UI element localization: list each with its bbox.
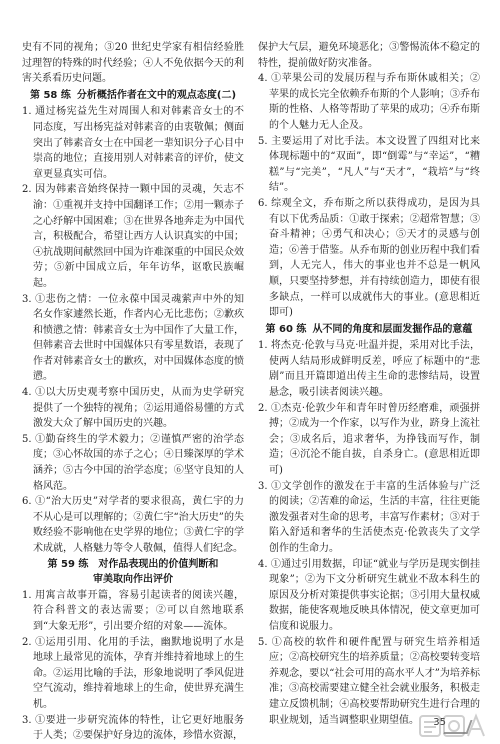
section-title: 从不同的角度和层面发掘作品的意蕴: [312, 323, 473, 335]
answer-item: 6. ①“治大历史”对学者的要求很高，黄仁宇的力不从心是可以理解的；②黄仁宇“治大历史”的失败经验不影响他在史学界的地位；③黄仁宇的学术成就，人格魅力等令人敬佩，值得人们纪念。: [22, 496, 244, 554]
left-column: [22, 40, 244, 744]
answer-item: 4. ①苹果公司的发展历程与乔布斯休戚相关；②苹果的成长完全依赖乔布斯的个人影响；③乔布斯的性格、人格等帮助了苹果的成功；④乔布斯的个人魅力无人企及。: [258, 73, 480, 131]
answer-continuation: 史有不同的视角；③20 世纪史学家有相信经验胜过理智的特殊的时代经验；④人不免依据今天的利害关系看历史问题。: [22, 42, 244, 85]
answer-item: 5. 主要运用了对比手法。本文设置了四组对比来体现标题中的“双面”，即“倒霉”与“幸运”，“糟糕”与“完美”，“凡人”与“天才”，“栽培”与“终结”。: [258, 135, 480, 194]
right-column: [258, 40, 480, 728]
answer-item: 3. ①要进一步研究流体的特性，让它更好地服务于人类；②要保护好身边的流体，珍惜水资源，: [22, 714, 244, 742]
answer-item: 4. ①以大历史观考察中国历史，从而为史学研究提供了一个独特的视角；②运用通俗易懂的方式激发大众了解中国历史的兴趣。: [22, 387, 244, 430]
answer-item: 1. 将杰克·伦敦与马克·吐温并提，采用对比手法，使两人结局形成鲜明反差，呼应了标题中的“悲剧”而且开篇即道出传主生命的悲惨结局，设置悬念，吸引读者阅读兴趣。: [258, 340, 480, 399]
section-heading: [258, 322, 480, 338]
section-number: 第 58 练: [29, 89, 71, 101]
section-number: 第 60 练: [265, 323, 307, 335]
answer-item: 3. ①文学创作的激发在于丰富的生活体验与广泛的阅读；②苦难的命运，生活的丰富，往往更能激发强者对生命的思考，丰富写作素材；③对于陷入舒适和奢华的生活使杰克·伦敦丧失了文学创作的生命力。: [258, 480, 480, 554]
answer-item: 6. 综观全文，乔布斯之所以获得成功，是因为具有以下优秀品质：①敢于探索；②超常智慧；③奋斗精神；④勇气和决心；⑤天才的灵感与创造；⑥善于借鉴。从乔布斯的创业历程中我们看到，人无完人，伟大的事业也并不总是一帆风顺，只要坚持梦想，并有持续创造力，即使有很多缺点，一样可以成就伟大的事业。(意思相近即可): [258, 197, 480, 319]
answer-item: 1. 用寓言故事开篇，容易引起读者的阅读兴趣，符合科普文的表达需要；②可以自然地联系到“大象无形”，引出要介绍的对象——流体。: [22, 589, 244, 632]
section-heading: 第 59 练 对作品表现出的价值判断和: [47, 558, 219, 570]
section-heading: [22, 88, 244, 104]
answer-item: 4. ①通过引用数据，印证“就业与学历是现实倒挂现象”；②为下文分析研究生就业不敌本科生的原因及分析对策提供事实论据；③引用大量权威数据，能使客观地反映具体情况，使文章更加可信度和说服力。: [258, 558, 480, 632]
answer-item: 5. ①高校的软件和硬件配置与研究生培养相适应；②高校研究生的培养质量；②高校要转变培养观念，要以“社会可用的高水平人才”为培养标准；③高校需要建立健全社会就业服务，积极走建立反馈机制；④高校要帮助研究生进行合理的职业规划，适当调整职业期望值。: [258, 636, 480, 726]
answer-item: 2. 因为韩素音始终保持一颗中国的灵魂，矢志不渝：①重视并支持中国翻译工作；②用一颗赤子之心纾解中国困难；③在世界各地奔走为中国代言，积极配合，希望让西方人认识真实的中国；④抗战期间献然回中国为许难深重的中国民众效劳；⑤新中国成立后，年年访华，讴歌民族崛起。: [22, 184, 244, 289]
answer-item: 2. ①杰克·伦敦少年和青年时曾历经磨难，顽强拼搏；②成为一个作家，以写作为业，跻身上流社会；③成名后，追求奢华，为挣钱而写作，制造；④沉沦不能自拔，自杀身亡。(意思相近即可): [258, 402, 480, 477]
answer-item: 1. 通过杨宪益先生对周围人和对韩素音女士的不同态度，写出杨宪益对韩素音的由衷敬佩；侧面突出了韩素音女士在中国老一辈知识分子心目中崇高的地位；直接用别人对韩素音的评价，使文章更显真实可信。: [22, 106, 244, 180]
answer-continuation: 保护大气层，避免环境恶化；③警惕流体不稳定的特性，提前做好防灾准备。: [258, 42, 480, 69]
section-title: 分析概括作者在文中的观点态度(二): [76, 89, 237, 101]
page-number: 35: [433, 717, 446, 728]
answer-item: 3. ①悲伤之情：一位永葆中国灵魂萦声中外的知名女作家遽然长逝，作者内心无比悲伤；②歉疚和愤懑之情：韩素音女士为中国作了大量工作，但韩素音去世时中国媒体只有零星数语，表现了作者对韩素音女士的歉疚，对中国媒体态度的愤懑。: [22, 293, 244, 383]
answer-item: 5. ①勤奋终生的学术毅力；②谨慎严密的治学态度；③心怀故国的赤子之心；④日臻深厚的学术涵养；⑤古今中国的治学态度；⑥坚守良知的人格风范。: [22, 433, 244, 492]
section-heading: 审美取向作出评价: [93, 574, 173, 586]
watermark-logo-icon: [418, 712, 496, 742]
answer-item: 2. ①运用引用、化用的手法，幽默地说明了水是地球上最常见的流体，孕育并维持着地球上的生命。②运用比喻的手法，形象地说明了季风促进空气流动，维持着地球上的生命，使世界充满生机。: [22, 636, 244, 710]
